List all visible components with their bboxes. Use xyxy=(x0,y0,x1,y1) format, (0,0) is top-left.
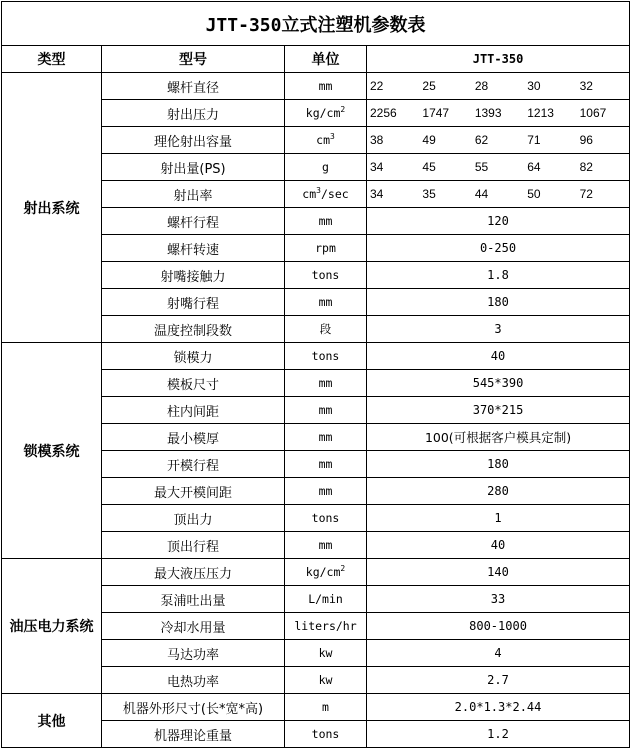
value-series xyxy=(367,181,629,207)
param-cell: 模板尺寸 xyxy=(102,370,285,397)
value-series xyxy=(367,100,629,126)
value-item: 45 xyxy=(422,160,436,174)
unit-cell: kw xyxy=(285,640,367,667)
param-cell: 射嘴接触力 xyxy=(102,262,285,289)
param-cell: 柱内间距 xyxy=(102,397,285,424)
unit-cell: mm xyxy=(285,208,367,235)
unit-base: cm xyxy=(302,187,317,201)
unit-cell: tons xyxy=(285,343,367,370)
unit-cell: mm xyxy=(285,532,367,559)
value-item: 25 xyxy=(422,79,436,93)
value-item: 38 xyxy=(370,133,384,147)
value-item: 62 xyxy=(474,133,489,147)
param-cell: 马达功率 xyxy=(102,640,285,667)
value-cell xyxy=(367,154,630,181)
value-cell: 180 xyxy=(367,289,630,316)
value-item: 22 xyxy=(370,79,384,93)
value-item: 72 xyxy=(579,187,593,201)
unit-cell: mm xyxy=(285,289,367,316)
unit-base: kg/cm xyxy=(305,106,341,120)
param-cell: 射出量(PS) xyxy=(102,154,285,181)
unit-cell: kw xyxy=(285,667,367,694)
table-row xyxy=(2,343,630,370)
category-cell: 其他 xyxy=(2,694,102,748)
value-cell: 800-1000 xyxy=(367,613,630,640)
header-unit: 单位 xyxy=(285,46,367,73)
category-cell: 射出系统 xyxy=(2,73,102,343)
unit-cell: m xyxy=(285,694,367,721)
unit-superscript: 3 xyxy=(316,186,321,195)
value-cell xyxy=(367,100,630,127)
value-item: 1213 xyxy=(527,106,554,120)
value-item: 1393 xyxy=(474,106,502,120)
unit-cell xyxy=(285,100,367,127)
value-item: 1747 xyxy=(422,106,450,120)
table-row xyxy=(2,73,630,100)
param-cell: 开模行程 xyxy=(102,451,285,478)
value-cell: 33 xyxy=(367,586,630,613)
value-cell: 280 xyxy=(367,478,630,505)
param-cell: 理伦射出容量 xyxy=(102,127,285,154)
value-item: 28 xyxy=(474,79,489,93)
spec-table-body xyxy=(2,2,630,748)
param-cell: 电热功率 xyxy=(102,667,285,694)
value-item: 34 xyxy=(370,187,384,201)
value-cell xyxy=(367,127,630,154)
unit-superscript: 3 xyxy=(330,132,335,141)
param-cell: 射嘴行程 xyxy=(102,289,285,316)
value-item: 1067 xyxy=(579,106,607,120)
value-cell: 0-250 xyxy=(367,235,630,262)
value-cell: 1.2 xyxy=(367,721,630,748)
param-cell: 顶出行程 xyxy=(102,532,285,559)
header-param: 型号 xyxy=(102,46,285,73)
category-cell: 油压电力系统 xyxy=(2,559,102,694)
value-cell: 2.7 xyxy=(367,667,630,694)
value-cell: 1.8 xyxy=(367,262,630,289)
value-series xyxy=(367,154,629,180)
unit-cell: 段 xyxy=(285,316,367,343)
value-item: 34 xyxy=(370,160,384,174)
unit-cell xyxy=(285,127,367,154)
value-cell: 4 xyxy=(367,640,630,667)
header-type: 类型 xyxy=(2,46,102,73)
param-cell: 机器理论重量 xyxy=(102,721,285,748)
value-cell xyxy=(367,181,630,208)
value-item: 82 xyxy=(579,160,593,174)
unit-cell: mm xyxy=(285,478,367,505)
value-cell: 3 xyxy=(367,316,630,343)
param-cell: 螺杆直径 xyxy=(102,73,285,100)
param-cell: 螺杆转速 xyxy=(102,235,285,262)
value-item: 44 xyxy=(474,187,489,201)
value-series xyxy=(367,127,629,153)
unit-cell: mm xyxy=(285,370,367,397)
value-cell: 120 xyxy=(367,208,630,235)
param-cell: 射出率 xyxy=(102,181,285,208)
spec-table xyxy=(1,1,630,748)
header-model: JTT-350 xyxy=(367,46,630,73)
value-cell: 1 xyxy=(367,505,630,532)
unit-cell: mm xyxy=(285,73,367,100)
unit-base: cm xyxy=(316,133,331,147)
value-item: 49 xyxy=(422,133,436,147)
value-cell: 180 xyxy=(367,451,630,478)
unit-superscript: 2 xyxy=(340,105,346,114)
value-item: 30 xyxy=(527,79,541,93)
param-cell: 机器外形尺寸(长*宽*高) xyxy=(102,694,285,721)
value-item: 2256 xyxy=(370,106,397,120)
unit-cell: liters/hr xyxy=(285,613,367,640)
table-title: JTT-350立式注塑机参数表 xyxy=(2,2,630,46)
header-row xyxy=(2,46,630,73)
table-row xyxy=(2,694,630,721)
value-cell: 40 xyxy=(367,343,630,370)
unit-cell: tons xyxy=(285,505,367,532)
value-cell: 40 xyxy=(367,532,630,559)
value-item: 55 xyxy=(474,160,489,174)
unit-suffix: /sec xyxy=(320,187,349,201)
unit-cell xyxy=(285,181,367,208)
unit-cell: mm xyxy=(285,397,367,424)
value-item: 32 xyxy=(579,79,593,93)
unit-cell xyxy=(285,559,367,586)
unit-superscript: 2 xyxy=(340,564,346,573)
value-cell: 2.0*1.3*2.44 xyxy=(367,694,630,721)
param-cell: 最大开模间距 xyxy=(102,478,285,505)
param-cell: 最小模厚 xyxy=(102,424,285,451)
param-cell: 泵浦吐出量 xyxy=(102,586,285,613)
unit-cell: L/min xyxy=(285,586,367,613)
value-cell: 140 xyxy=(367,559,630,586)
value-item: 35 xyxy=(422,187,436,201)
table-row xyxy=(2,559,630,586)
unit-cell: g xyxy=(285,154,367,181)
unit-cell: tons xyxy=(285,721,367,748)
value-cell: 545*390 xyxy=(367,370,630,397)
value-item: 64 xyxy=(527,160,541,174)
unit-cell: tons xyxy=(285,262,367,289)
param-cell: 最大液压压力 xyxy=(102,559,285,586)
title-row xyxy=(2,2,630,46)
value-item: 96 xyxy=(579,133,593,147)
value-cell: 100(可根据客户模具定制) xyxy=(367,424,630,451)
value-cell xyxy=(367,73,630,100)
param-cell: 锁模力 xyxy=(102,343,285,370)
unit-cell: rpm xyxy=(285,235,367,262)
param-cell: 顶出力 xyxy=(102,505,285,532)
unit-cell: mm xyxy=(285,424,367,451)
param-cell: 温度控制段数 xyxy=(102,316,285,343)
unit-base: kg/cm xyxy=(305,565,341,579)
unit-cell: mm xyxy=(285,451,367,478)
param-cell: 射出压力 xyxy=(102,100,285,127)
value-item: 50 xyxy=(527,187,541,201)
param-cell: 螺杆行程 xyxy=(102,208,285,235)
param-cell: 冷却水用量 xyxy=(102,613,285,640)
value-cell: 370*215 xyxy=(367,397,630,424)
value-item: 71 xyxy=(527,133,541,147)
category-cell: 锁模系统 xyxy=(2,343,102,559)
value-series xyxy=(367,73,629,99)
